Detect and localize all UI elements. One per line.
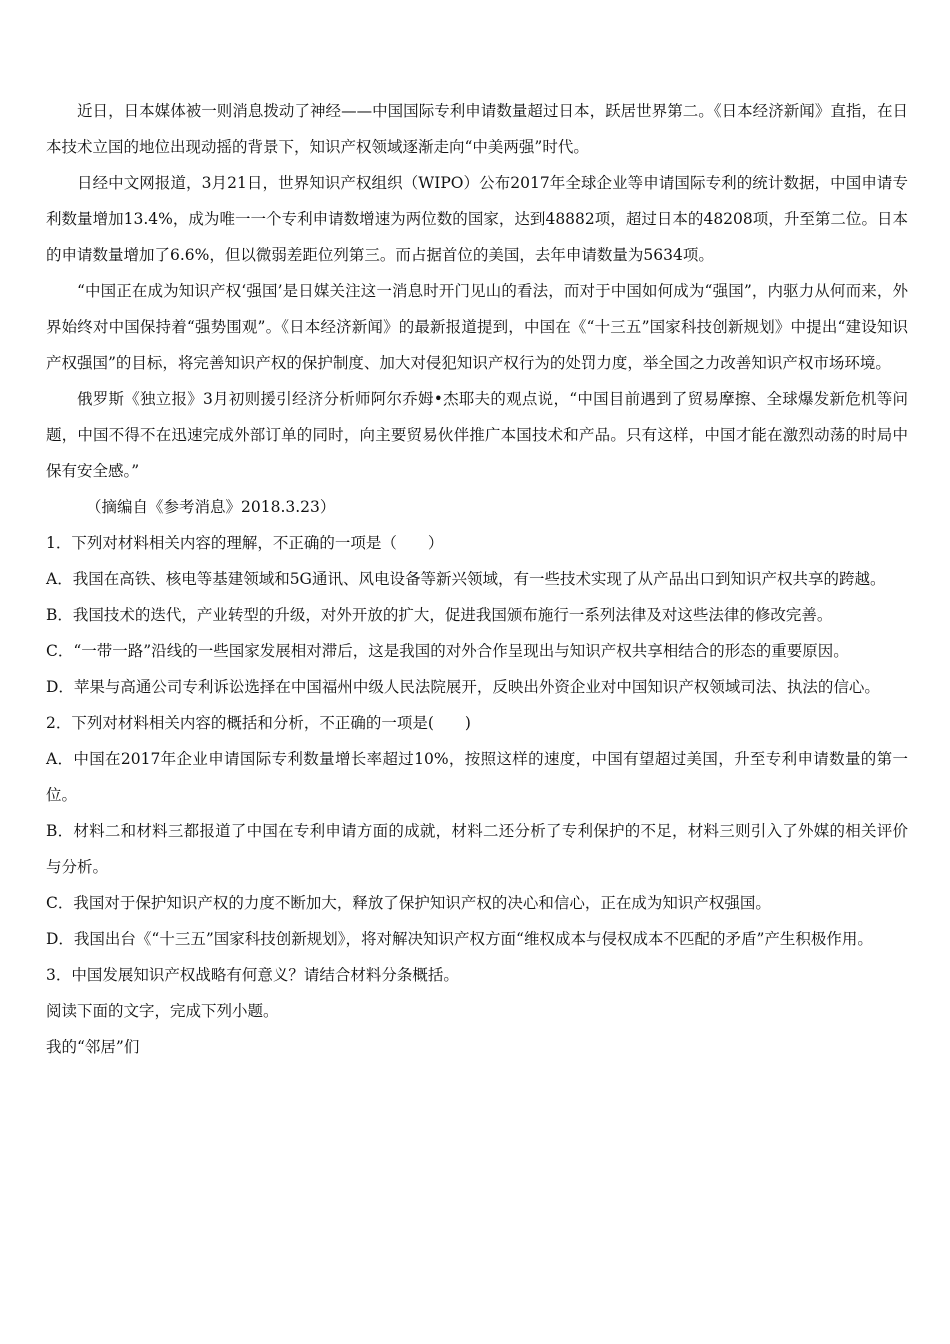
question-2-option-c: C．我国对于保护知识产权的力度不断加大，释放了保护知识产权的决心和信心，正在成为知识产权强国。	[46, 894, 771, 912]
document-page	[46, 93, 908, 1065]
article-paragraph-1: 近日，日本媒体被一则消息拨动了神经——中国国际专利申请数量超过日本，跃居世界第二。《日本经济新闻》直指，在日本技术立国的地位出现动摇的背景下，知识产权领域逐渐走向“中美两强”时代。	[46, 102, 908, 156]
article-source: （摘编自《参考消息》2018.3.23）	[86, 498, 336, 516]
next-section-instruction: 阅读下面的文字，完成下列小题。	[46, 1002, 279, 1020]
question-1-option-b: B．我国技术的迭代，产业转型的升级，对外开放的扩大，促进我国颁布施行一系列法律及对这些法律的修改完善。	[46, 606, 833, 624]
question-3-stem: 3．中国发展知识产权战略有何意义？请结合材料分条概括。	[46, 966, 459, 984]
question-1-option-c: C．“一带一路”沿线的一些国家发展相对滞后，这是我国的对外合作呈现出与知识产权共享相结合的形态的重要原因。	[46, 642, 849, 660]
question-1-option-d: D．苹果与高通公司专利诉讼选择在中国福州中级人民法院展开，反映出外资企业对中国知识产权领域司法、执法的信心。	[46, 678, 880, 696]
question-2-stem: 2．下列对材料相关内容的概括和分析，不正确的一项是( )	[46, 714, 471, 732]
article-paragraph-3: “中国正在成为知识产权‘强国’是日媒关注这一消息时开门见山的看法，而对于中国如何成为“强国”，内驱力从何而来，外界始终对中国保持着“强势围观”。《日本经济新闻》的最新报道提到，中国在《“十三五”国家科技创新规划》中提出“建设知识产权强国”的目标，将完善知识产权的保护制度、加大对侵犯知识产权行为的处罚力度，举全国之力改善知识产权市场环境。	[46, 282, 908, 372]
question-1-stem: 1．下列对材料相关内容的理解，不正确的一项是（ ）	[46, 534, 444, 552]
question-2-option-a: A．中国在2017年企业申请国际专利数量增长率超过10%，按照这样的速度，中国有望超过美国，升至专利申请数量的第一位。	[46, 750, 908, 804]
question-2-option-b: B．材料二和材料三都报道了中国在专利申请方面的成就，材料二还分析了专利保护的不足，材料三则引入了外媒的相关评价与分析。	[46, 822, 908, 876]
article-paragraph-4: 俄罗斯《独立报》3月初则援引经济分析师阿尔乔姆•杰耶夫的观点说，“中国目前遇到了贸易摩擦、全球爆发新危机等问题，中国不得不在迅速完成外部订单的同时，向主要贸易伙伴推广本国技术和产品。只有这样，中国才能在激烈动荡的时局中保有安全感。”	[46, 390, 908, 480]
question-2-option-d: D．我国出台《“十三五”国家科技创新规划》，将对解决知识产权方面“维权成本与侵权成本不匹配的矛盾”产生积极作用。	[46, 930, 873, 948]
question-1-option-a: A．我国在高铁、核电等基建领域和5G通讯、风电设备等新兴领域，有一些技术实现了从产品出口到知识产权共享的跨越。	[46, 570, 886, 588]
next-section-title: 我的“邻居”们	[46, 1038, 140, 1056]
article-paragraph-2: 日经中文网报道，3月21日，世界知识产权组织（WIPO）公布2017年全球企业等申请国际专利的统计数据，中国申请专利数量增加13.4%，成为唯一一个专利申请数增速为两位数的国家，达到48882项，超过日本的48208项，升至第二位。日本的申请数量增加了6.6%，但以微弱差距位列第三。而占据首位的美国，去年申请数量为5634项。	[46, 174, 908, 264]
